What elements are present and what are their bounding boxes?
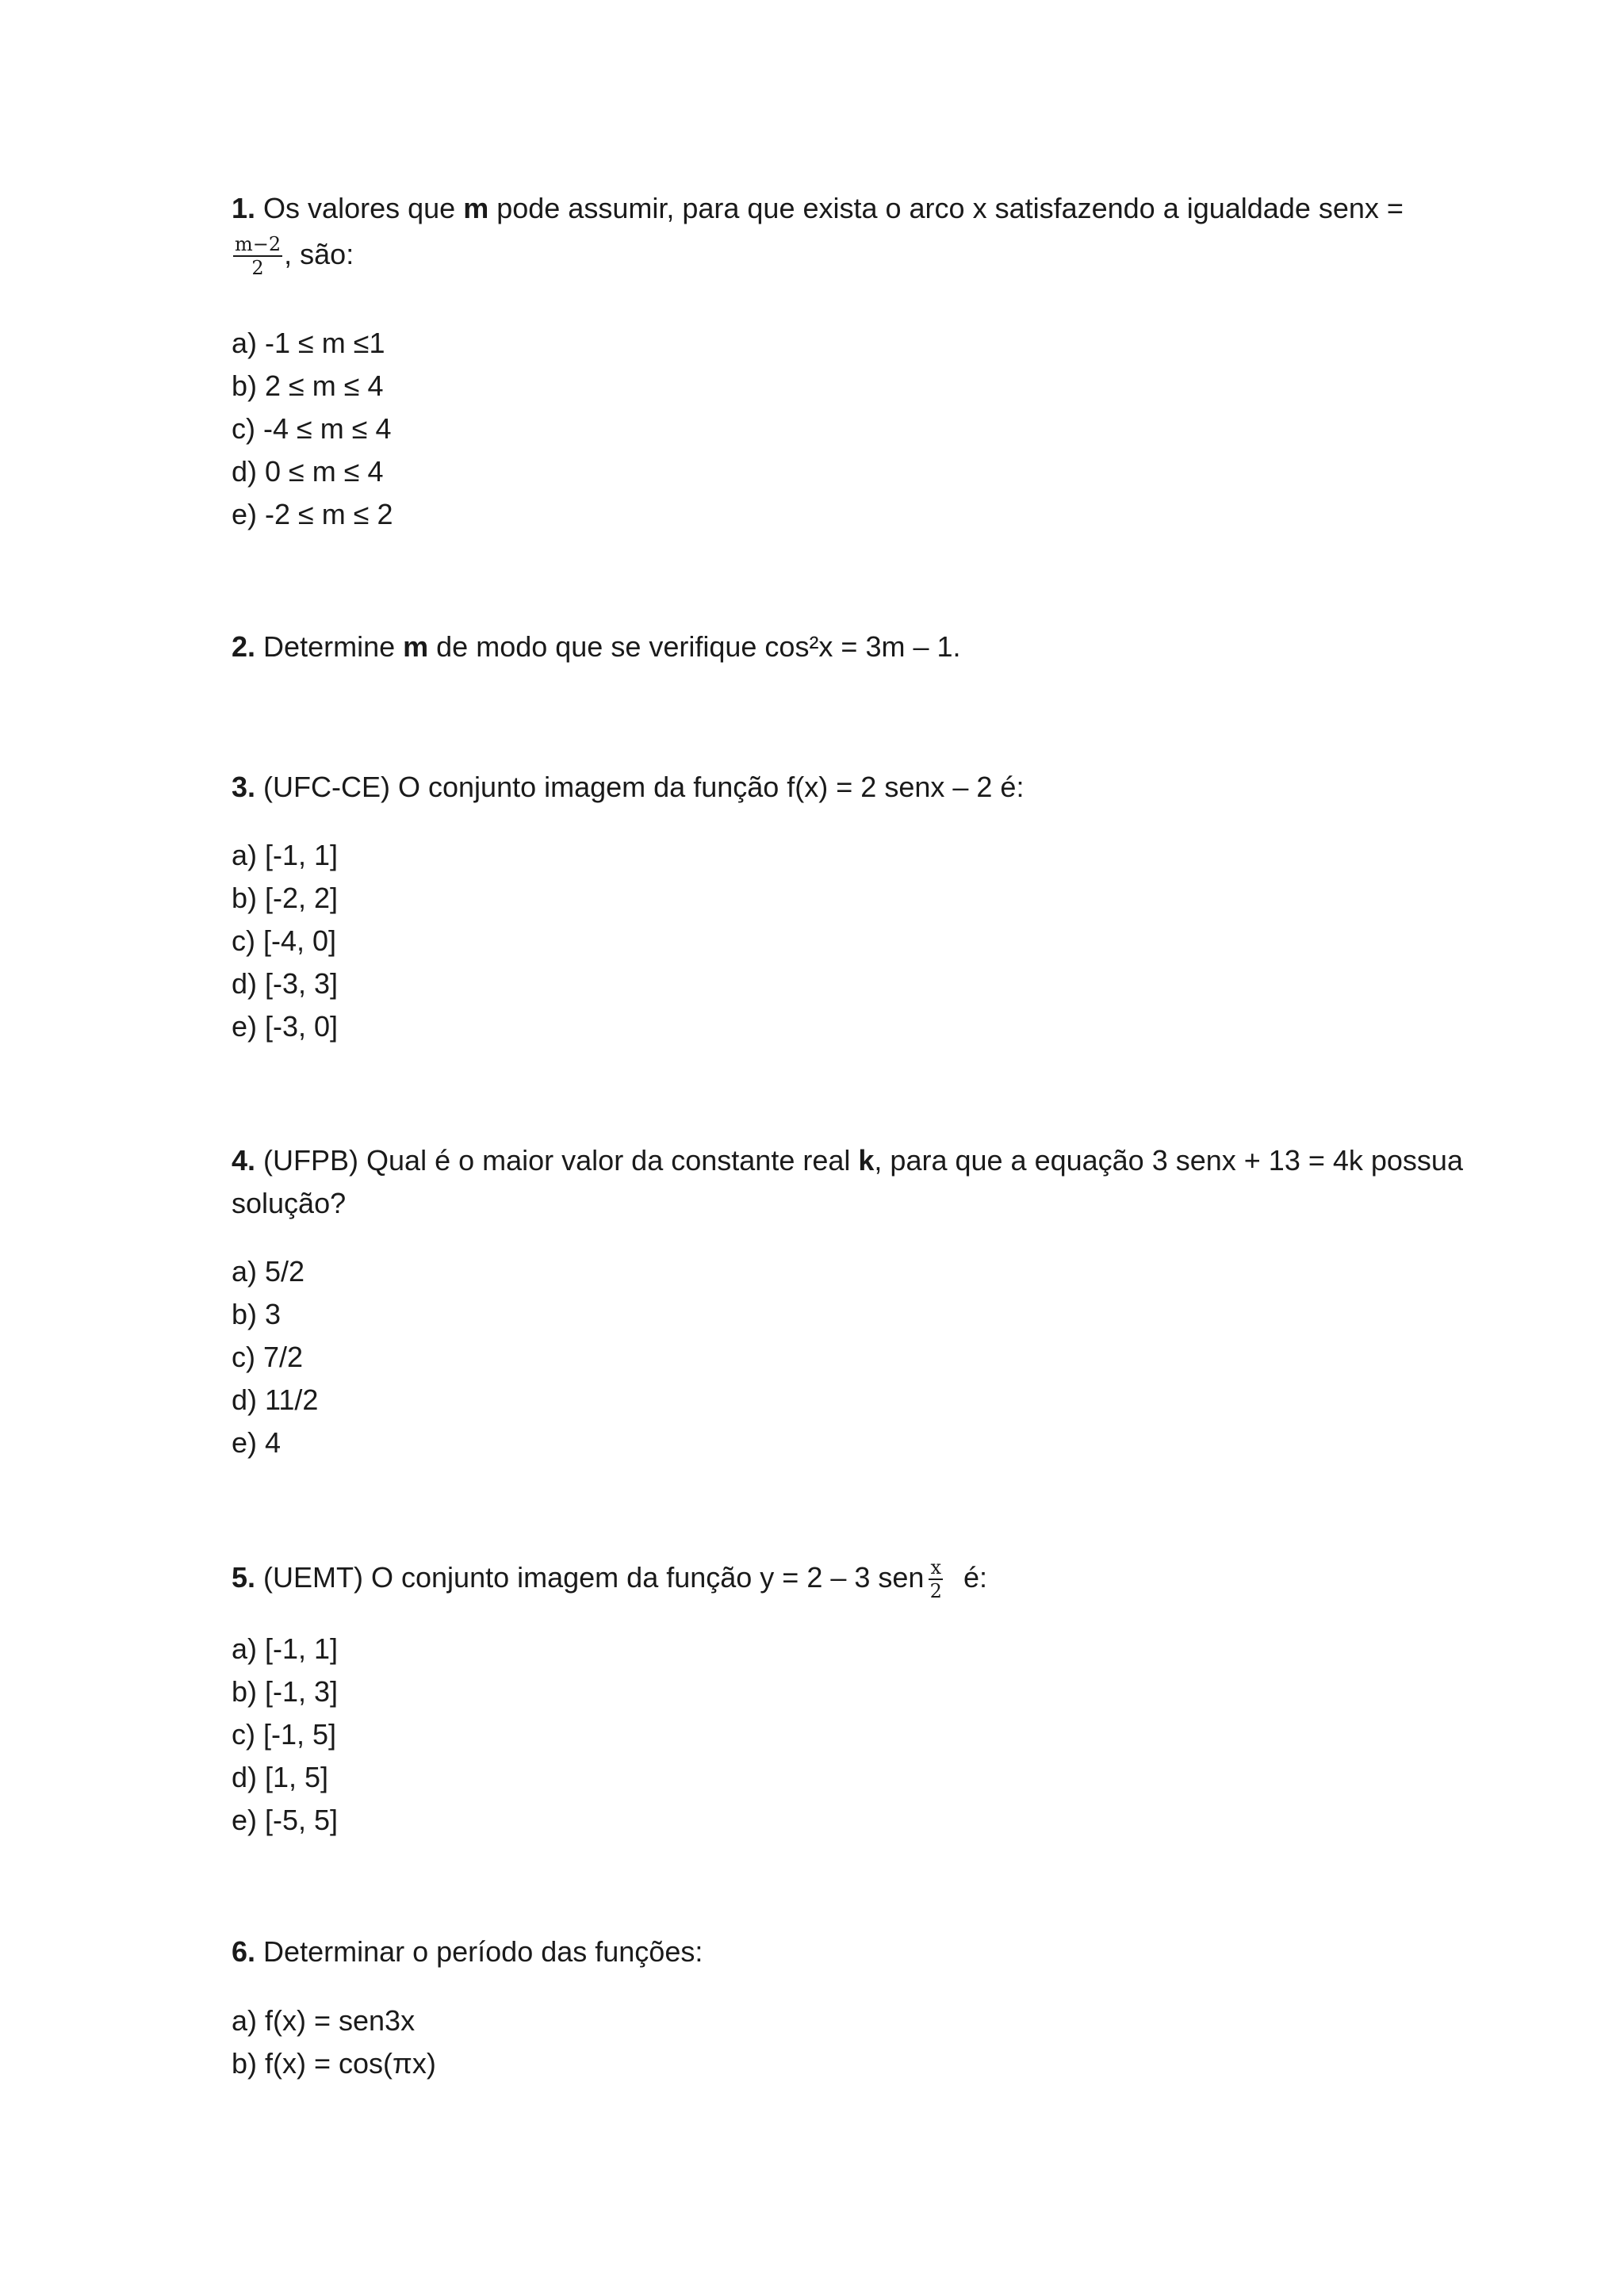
option-b: b) [-2, 2] (232, 882, 339, 914)
fraction-denominator: 2 (929, 1580, 942, 1603)
option-a: a) f(x) = sen3x (232, 2004, 416, 2037)
question-text: (UFC-CE) O conjunto imagem da função f(x) = 2 senx – 2 é: (263, 771, 1025, 803)
question-6-line-1 (232, 1931, 703, 1973)
question-4-options (232, 1250, 318, 1464)
question-3-line-1 (232, 766, 1024, 809)
option-e: e) [-3, 0] (232, 1010, 339, 1043)
question-text: Determinar o período das funções: (263, 1935, 703, 1968)
question-1-line-2 (232, 233, 1404, 279)
option-e: e) -2 ≤ m ≤ 2 (232, 498, 393, 530)
question-text: (UFPB) Qual é o maior valor da constante real (263, 1144, 851, 1177)
question-number: 5. (232, 1561, 256, 1594)
question-text: solução? (232, 1187, 347, 1219)
option-e: e) 4 (232, 1426, 282, 1459)
option-e: e) [-5, 5] (232, 1804, 339, 1836)
question-4-line-2 (232, 1182, 1463, 1225)
question-5-line-1 (232, 1556, 987, 1602)
fraction (929, 1556, 943, 1602)
option-d: d) [1, 5] (232, 1761, 329, 1793)
question-text: de modo que se verifique cos²x = 3m – 1. (436, 630, 961, 663)
question-text: pode assumir, para que exista o arco x satisfazendo a igualdade senx = (496, 192, 1404, 224)
fraction (233, 233, 282, 279)
question-2 (232, 626, 961, 668)
question-text: é: (963, 1561, 988, 1594)
question-text: Determine (263, 630, 396, 663)
question-text: (UEMT) O conjunto imagem da função y = 2 – 3 sen (263, 1561, 925, 1594)
variable-k: k (858, 1144, 875, 1177)
question-text: Os valores que (263, 192, 456, 224)
fraction-numerator: m−2 (235, 233, 282, 256)
question-text: , para que a equação 3 senx + 13 = 4k possua (874, 1144, 1463, 1177)
fraction-numerator: x (930, 1556, 941, 1579)
option-a: a) 5/2 (232, 1255, 305, 1288)
option-c: c) -4 ≤ m ≤ 4 (232, 412, 392, 445)
option-b: b) [-1, 3] (232, 1675, 339, 1708)
option-a: a) -1 ≤ m ≤1 (232, 327, 385, 359)
question-5 (232, 1556, 987, 1602)
question-6-options (232, 1999, 436, 2085)
question-2-line-1 (232, 626, 961, 668)
question-number: 1. (232, 192, 256, 224)
option-a: a) [-1, 1] (232, 839, 339, 871)
question-6 (232, 1931, 703, 1973)
option-b: b) 2 ≤ m ≤ 4 (232, 369, 384, 402)
option-c: c) [-1, 5] (232, 1718, 337, 1751)
question-number: 2. (232, 630, 256, 663)
question-number: 6. (232, 1935, 256, 1968)
variable-m: m (463, 192, 489, 224)
question-1-options (232, 322, 393, 536)
question-number: 3. (232, 771, 256, 803)
question-3-options (232, 834, 338, 1048)
question-3 (232, 766, 1024, 809)
question-5-options (232, 1628, 338, 1842)
option-b: b) f(x) = cos(πx) (232, 2047, 436, 2080)
question-1 (232, 187, 1404, 279)
question-text: , são: (284, 238, 354, 270)
question-1-line-1 (232, 187, 1404, 230)
question-number: 4. (232, 1144, 256, 1177)
option-d: d) 0 ≤ m ≤ 4 (232, 455, 384, 488)
question-4-line-1 (232, 1139, 1463, 1182)
question-4 (232, 1139, 1463, 1225)
option-b: b) 3 (232, 1298, 282, 1330)
option-c: c) 7/2 (232, 1341, 304, 1373)
fraction-denominator: 2 (251, 257, 264, 280)
option-a: a) [-1, 1] (232, 1632, 339, 1665)
option-d: d) 11/2 (232, 1383, 319, 1416)
option-d: d) [-3, 3] (232, 967, 339, 1000)
variable-m: m (403, 630, 429, 663)
option-c: c) [-4, 0] (232, 924, 337, 957)
